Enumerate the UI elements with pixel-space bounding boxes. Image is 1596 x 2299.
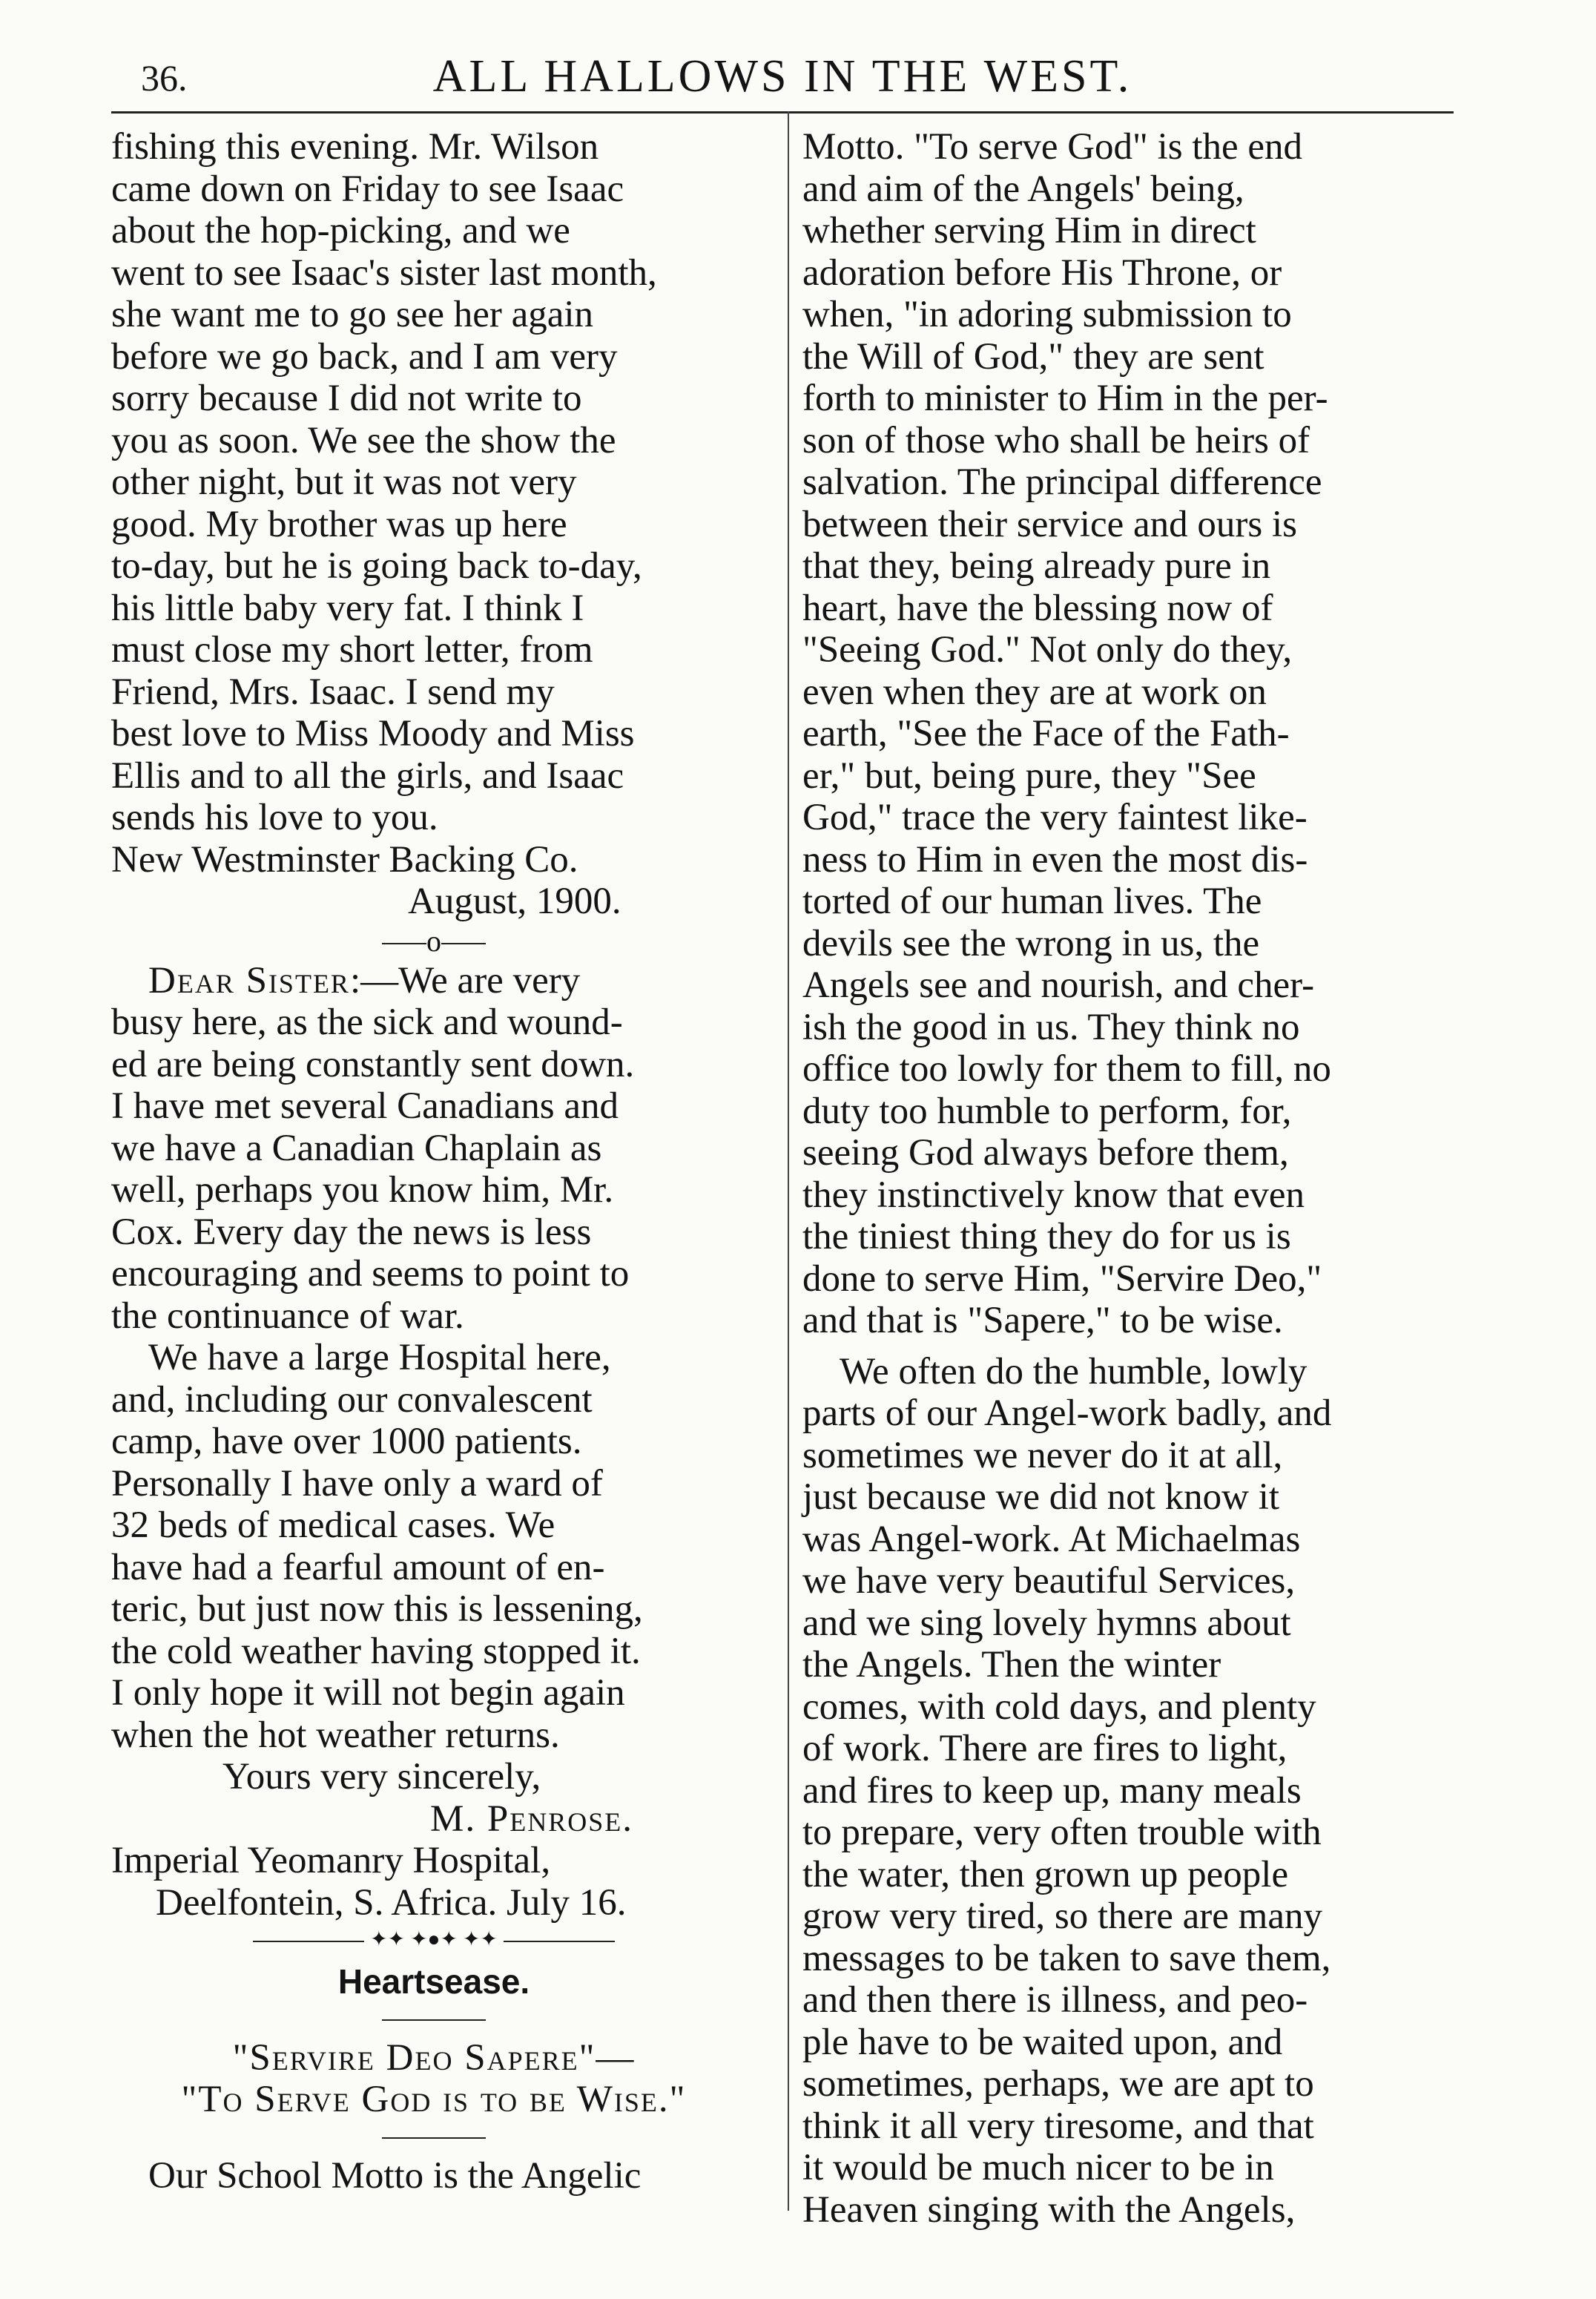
text-line: parts of our Angel-work badly, and — [802, 1392, 1332, 1434]
salutation-rest: :—We are very — [349, 959, 581, 1002]
address-line-1: Imperial Yeomanry Hospital, — [111, 1840, 551, 1881]
text-line: and aim of the Angels' being, — [802, 168, 1244, 210]
salutation: Dear Sister — [148, 959, 350, 1002]
text-line: to prepare, very often trouble with — [802, 1812, 1322, 1853]
text-line: I have met several Canadians and — [111, 1085, 619, 1127]
text-line: must close my short letter, from — [111, 629, 593, 671]
letter1-text — [111, 126, 756, 839]
text-line: good. My brother was up here — [111, 503, 567, 545]
text-line: came down on Friday to see Isaac — [111, 168, 624, 210]
text-line: and that is "Sapere," to be wise. — [802, 1300, 1283, 1341]
text-line: the Will of God," they are sent — [802, 335, 1264, 378]
text-line: the tiniest thing they do for us is — [802, 1216, 1291, 1257]
closing: Yours very sincerely, — [222, 1756, 541, 1798]
text-line: went to see Isaac's sister last month, — [111, 251, 657, 294]
text-line: have had a fearful amount of en- — [111, 1546, 605, 1588]
heartsease-para2 — [802, 1351, 1455, 2231]
text-line: Cox. Every day the news is less — [111, 1211, 592, 1253]
text-line: was Angel-work. At Michaelmas — [802, 1518, 1301, 1560]
text-line: ed are being constantly sent down. — [111, 1043, 635, 1085]
text-line: salvation. The principal difference — [802, 461, 1322, 503]
motto-english: "To Serve God is to be Wise." — [181, 2079, 687, 2120]
text-line: fishing this evening. Mr. Wilson — [111, 126, 599, 168]
text-line: Angels see and nourish, and cher- — [802, 964, 1315, 1006]
text-line: the Angels. Then the winter — [802, 1644, 1221, 1685]
text-line: when the hot weather returns. — [111, 1714, 560, 1756]
text-line: devils see the wrong in us, the — [802, 922, 1260, 964]
right-column — [802, 126, 1455, 2231]
text-line: Our School Motto is the Angelic — [148, 2154, 642, 2197]
text-line: even when they are at work on — [802, 671, 1267, 713]
page-header — [111, 50, 1454, 117]
text-line: other night, but it was not very — [111, 461, 577, 503]
text-line: that they, being already pure in — [802, 545, 1271, 587]
motto-latin: "Servire Deo Sapere"— — [232, 2036, 636, 2079]
letter2-para1 — [111, 960, 756, 1338]
text-line: sometimes, perhaps, we are apt to — [802, 2063, 1314, 2105]
text-line: sometimes we never do it at all, — [802, 1434, 1283, 1476]
text-line: to-day, but he is going back to-day, — [111, 545, 642, 587]
signature: M. Penrose. — [430, 1798, 633, 1840]
text-line: busy here, as the sick and wound- — [111, 1002, 623, 1043]
text-line: sorry because I did not write to — [111, 378, 582, 419]
left-column — [111, 126, 756, 2197]
text-line: whether serving Him in direct — [802, 210, 1256, 251]
text-line: ish the good in us. They think no — [802, 1006, 1300, 1048]
text-line: Friend, Mrs. Isaac. I send my — [111, 671, 555, 713]
text-line: heart, have the blessing now of — [802, 587, 1273, 629]
text-line: messages to be taken to save them, — [802, 1937, 1331, 1979]
text-line: it would be much nicer to be in — [802, 2147, 1274, 2188]
heartsease-para1 — [802, 126, 1455, 1342]
header-rule — [111, 111, 1454, 114]
text-line: comes, with cold days, and plenty — [802, 1685, 1316, 1728]
text-line: Heaven singing with the Angels, — [802, 2188, 1296, 2231]
text-line: ness to Him in even the most dis- — [802, 838, 1308, 881]
text-line: forth to minister to Him in the per- — [802, 378, 1328, 419]
text-line: the continuance of war. — [111, 1295, 464, 1337]
heading-rule — [382, 2019, 486, 2021]
running-title: ALL HALLOWS IN THE WEST. — [432, 51, 1132, 102]
text-line: adoration before His Throne, or — [802, 251, 1282, 294]
text-line: his little baby very fat. I think I — [111, 587, 584, 629]
text-line: son of those who shall be heirs of — [802, 419, 1310, 461]
text-line: encouraging and seems to point to — [111, 1253, 630, 1295]
text-line: think it all very tiresome, and that — [802, 2105, 1314, 2147]
column-divider — [788, 111, 789, 2211]
text-line: she want me to go see her again — [111, 294, 594, 335]
text-line: We have a large Hospital here, — [148, 1337, 611, 1378]
text-line: we have a Canadian Chaplain as — [111, 1127, 602, 1169]
text-line: office too lowly for them to fill, no — [802, 1048, 1331, 1090]
text-line: God," trace the very faintest like- — [802, 797, 1308, 838]
text-line: We often do the humble, lowly — [840, 1350, 1308, 1392]
text-line: the water, then grown up people — [802, 1853, 1289, 1895]
text-line: between their service and ours is — [802, 503, 1298, 545]
text-line: duty too humble to perform, for, — [802, 1090, 1292, 1132]
text-line: Motto. "To serve God" is the end — [802, 126, 1303, 168]
separator-mark: o — [426, 924, 441, 958]
text-line: when, "in adoring submission to — [802, 294, 1292, 335]
section-separator — [111, 923, 756, 960]
text-line: done to serve Him, "Servire Deo," — [802, 1257, 1322, 1300]
text-line: and fires to keep up, many meals — [802, 1769, 1302, 1812]
address-line-2: Deelfontein, S. Africa. July 16. — [156, 1881, 627, 1924]
text-line: ple have to be waited upon, and — [802, 2021, 1283, 2063]
text-line: you as soon. We see the show the — [111, 419, 616, 461]
text-line: Ellis and to all the girls, and Isaac — [111, 754, 624, 797]
text-line: sends his love to you. — [111, 797, 438, 838]
text-line: they instinctively know that even — [802, 1174, 1305, 1216]
ornament: ✦✦ ✦●✦ ✦✦ — [370, 1928, 498, 1951]
text-line: camp, have over 1000 patients. — [111, 1421, 582, 1462]
text-line: I only hope it will not begin again — [111, 1672, 625, 1714]
text-line: of work. There are fires to light, — [802, 1728, 1287, 1769]
text-line: before we go back, and I am very — [111, 335, 618, 378]
text-line: well, perhaps you know him, Mr. — [111, 1169, 614, 1211]
text-line: teric, but just now this is lessening, — [111, 1588, 643, 1630]
text-line: and we sing lovely hymns about — [802, 1602, 1291, 1644]
text-line: Personally I have only a ward of — [111, 1462, 603, 1504]
page-number: 36. — [141, 57, 188, 99]
text-line: and, including our convalescent — [111, 1378, 593, 1421]
text-line: earth, "See the Face of the Fath- — [802, 713, 1290, 754]
letter1-date: August, 1900. — [408, 881, 621, 922]
text-line: about the hop-picking, and we — [111, 210, 570, 251]
text-line: we have very beautiful Services, — [802, 1560, 1296, 1602]
text-line: and then there is illness, and peo- — [802, 1979, 1308, 2021]
text-line: just because we did not know it — [802, 1476, 1280, 1518]
motto-rule — [382, 2137, 486, 2139]
text-line — [111, 960, 756, 1002]
text-line: "Seeing God." Not only do they, — [802, 629, 1293, 671]
text-line: 32 beds of medical cases. We — [111, 1504, 555, 1546]
text-line: best love to Miss Moody and Miss — [111, 713, 635, 754]
section-heading: Heartsease. — [337, 1962, 530, 2001]
text-line: torted of our human lives. The — [802, 881, 1262, 922]
letter2-para2 — [111, 1337, 756, 1756]
text-line: er," but, being pure, they "See — [802, 754, 1256, 797]
text-line: seeing God always before them, — [802, 1132, 1289, 1174]
text-line: the cold weather having stopped it. — [111, 1630, 641, 1672]
ornament-separator — [111, 1924, 756, 1956]
text-line: grow very tired, so there are many — [802, 1895, 1322, 1937]
letter1-address: New Westminster Backing Co. — [111, 838, 578, 881]
